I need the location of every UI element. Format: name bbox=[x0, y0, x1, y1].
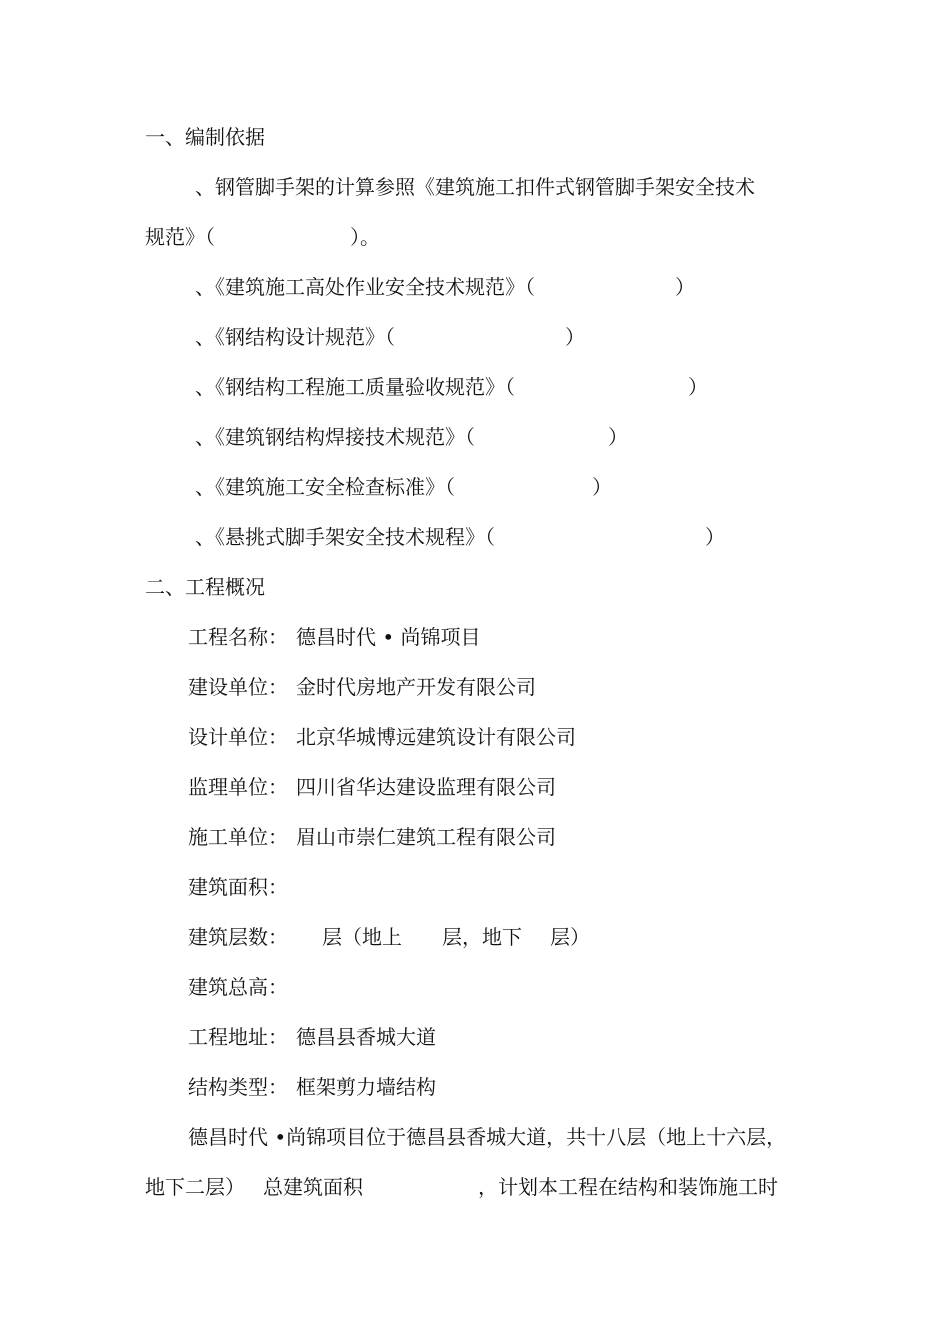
field-label: 建筑面积： bbox=[188, 875, 288, 899]
paragraph-text-a: 地下二层） bbox=[145, 1175, 245, 1199]
floors-part-2: 层，地下 bbox=[442, 925, 522, 949]
field-label: 监理单位： bbox=[188, 775, 288, 799]
field-label: 工程地址： bbox=[188, 1025, 288, 1049]
paragraph-text: 德昌时代 •尚锦项目位于德昌县香城大道，共十八层（地上十六层， bbox=[188, 1125, 787, 1149]
basis-item-close: ） bbox=[608, 425, 628, 449]
basis-item-text: 、《建筑施工高处作业安全技术规范》（ bbox=[195, 275, 535, 299]
basis-item-text: 、《建筑施工安全检查标准》（ bbox=[195, 475, 455, 499]
basis-item-close: ） bbox=[675, 275, 695, 299]
basis-item-close: ） bbox=[565, 325, 585, 349]
basis-item-text: 、《钢结构设计规范》（ bbox=[195, 325, 395, 349]
field-value: 北京华城博远建筑设计有限公司 bbox=[296, 725, 576, 749]
field-label: 设计单位： bbox=[188, 725, 288, 749]
basis-item-close: ）。 bbox=[350, 225, 380, 249]
field-label: 结构类型： bbox=[188, 1075, 288, 1099]
field-value: 四川省华达建设监理有限公司 bbox=[296, 775, 556, 799]
field-label: 施工单位： bbox=[188, 825, 288, 849]
floors-part-1: 层（地上 bbox=[322, 925, 402, 949]
basis-item-close: ） bbox=[705, 525, 725, 549]
field-value: 框架剪力墙结构 bbox=[296, 1075, 436, 1099]
field-label: 建设单位： bbox=[188, 675, 288, 699]
field-label: 建筑总高： bbox=[188, 975, 288, 999]
field-value: 金时代房地产开发有限公司 bbox=[296, 675, 536, 699]
paragraph-text-b: 总建筑面积 bbox=[263, 1175, 363, 1199]
basis-item-close: ） bbox=[688, 375, 708, 399]
basis-item-close: ） bbox=[592, 475, 612, 499]
basis-item-text: 规范》（ bbox=[145, 225, 215, 249]
field-label: 工程名称： bbox=[188, 625, 288, 649]
field-value: 德昌时代 • 尚锦项目 bbox=[296, 625, 481, 649]
field-label: 建筑层数： bbox=[188, 925, 288, 949]
heading-text: 一、编制依据 bbox=[145, 125, 265, 149]
heading-text: 二、工程概况 bbox=[145, 575, 265, 599]
basis-item-text: 、《建筑钢结构焊接技术规范》（ bbox=[195, 425, 475, 449]
basis-item-text: 、《钢结构工程施工质量验收规范》（ bbox=[195, 375, 515, 399]
basis-item-text: 、钢管脚手架的计算参照《建筑施工扣件式钢管脚手架安全技术 bbox=[195, 175, 755, 199]
field-value: 眉山市崇仁建筑工程有限公司 bbox=[296, 825, 556, 849]
paragraph-text-c: ，计划本工程在结构和装饰施工时 bbox=[478, 1175, 778, 1199]
field-value: 德昌县香城大道 bbox=[296, 1025, 436, 1049]
basis-item-text: 、《悬挑式脚手架安全技术规程》（ bbox=[195, 525, 495, 549]
floors-part-3: 层） bbox=[550, 925, 590, 949]
